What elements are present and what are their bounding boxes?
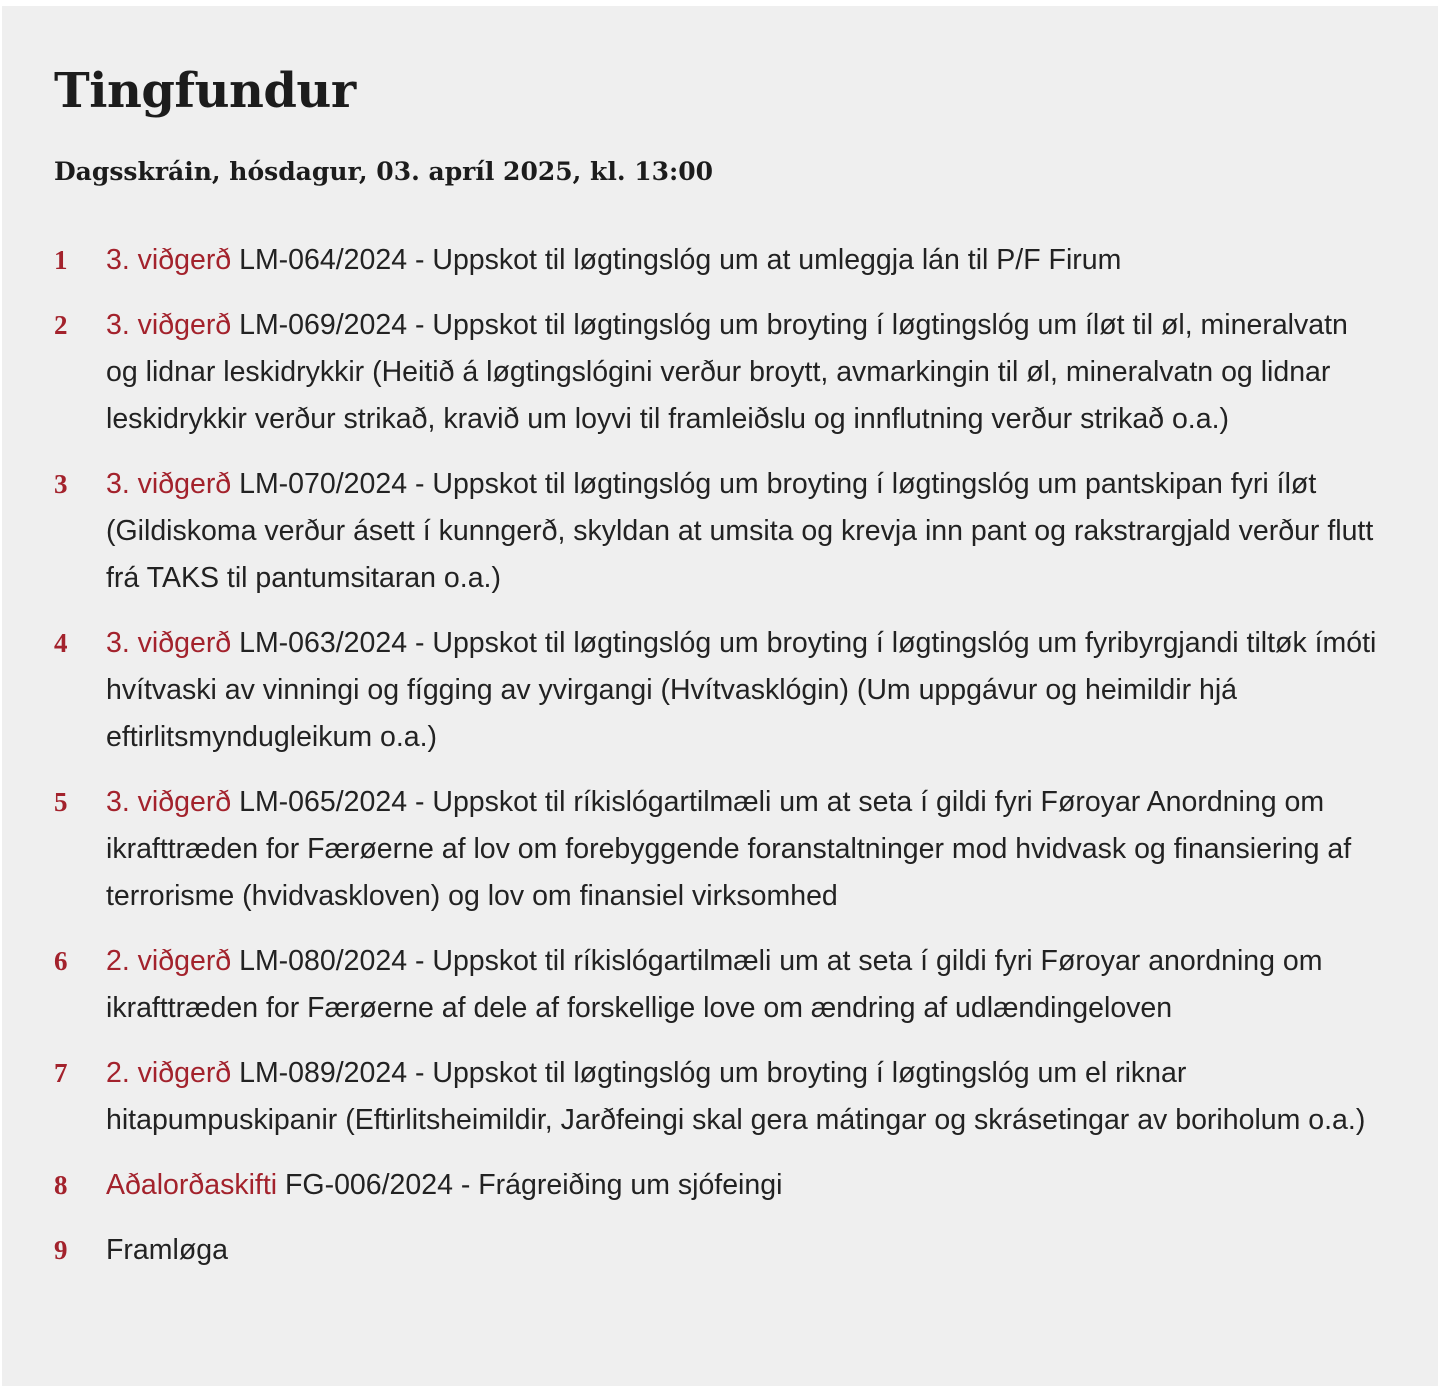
agenda-item-text: LM-089/2024 - Uppskot til løgtingslóg um broyting í løgtingslóg um el riknar hitapumpuskipanir (Eftirlitsheimildir, Jarðfeingi skal gera mátingar og skrásetingar av boriholum o.a.) bbox=[106, 1057, 1366, 1136]
agenda-item bbox=[2, 779, 1438, 920]
agenda-item bbox=[2, 620, 1438, 761]
agenda-item-text: LM-070/2024 - Uppskot til løgtingslóg um broyting í løgtingslóg um pantskipan fyri íløt (Gildiskoma verður ásett í kunngerð, skyldan at umsita og krevja inn pant og rakstrargjald verður flutt frá TAKS til pantumsitaran o.a.) bbox=[106, 468, 1374, 594]
reading-stage-link[interactable]: 3. viðgerð bbox=[106, 309, 232, 341]
agenda-item-text: LM-080/2024 - Uppskot til ríkislógartilmæli um at seta í gildi fyri Føroyar anordning om ikrafttræden for Færøerne af dele af forskellige love om ændring af udlændingeloven bbox=[106, 945, 1323, 1024]
agenda-item bbox=[2, 938, 1438, 1032]
agenda-item bbox=[2, 1227, 1438, 1274]
agenda-item-number: 7 bbox=[54, 1058, 68, 1088]
agenda-item bbox=[2, 302, 1438, 443]
agenda-item-number: 9 bbox=[54, 1235, 68, 1265]
agenda-item-number: 5 bbox=[54, 787, 68, 817]
reading-stage-link[interactable]: 2. viðgerð bbox=[106, 1057, 232, 1089]
agenda-list bbox=[2, 237, 1438, 1292]
page-title: Tingfundur bbox=[54, 63, 356, 119]
agenda-item-number: 6 bbox=[54, 946, 68, 976]
agenda-item bbox=[2, 1050, 1438, 1144]
agenda-item-text: Framløga bbox=[106, 1234, 228, 1266]
reading-stage-link[interactable]: 2. viðgerð bbox=[106, 945, 232, 977]
agenda-item bbox=[2, 237, 1438, 284]
agenda-item-number: 8 bbox=[54, 1170, 68, 1200]
agenda-item bbox=[2, 1162, 1438, 1209]
debate-stage-link[interactable]: Aðalorðaskifti bbox=[106, 1169, 278, 1201]
agenda-item-number: 4 bbox=[54, 628, 68, 658]
reading-stage-link[interactable]: 3. viðgerð bbox=[106, 627, 232, 659]
agenda-item-text: LM-064/2024 - Uppskot til løgtingslóg um at umleggja lán til P/F Firum bbox=[231, 244, 1122, 276]
reading-stage-link[interactable]: 3. viðgerð bbox=[106, 244, 232, 276]
agenda-item-text: LM-069/2024 - Uppskot til løgtingslóg um broyting í løgtingslóg um íløt til øl, mineralvatn og lidnar leskidrykkir (Heitið á løgtingslógini verður broytt, avmarkingin til øl, mineralvatn og lidnar leskidrykkir verður strikað, kravið um loyvi til framleiðslu og innflutning verður strikað o.a.) bbox=[106, 309, 1348, 435]
agenda-item-text: LM-063/2024 - Uppskot til løgtingslóg um broyting í løgtingslóg um fyribyrgjandi tiltøk ímóti hvítvaski av vinningi og fígging av yvirgangi (Hvítvasklógin) (Um uppgávur og heimildir hjá eftirlitsmyndugleikum o.a.) bbox=[106, 627, 1377, 753]
agenda-item bbox=[2, 461, 1438, 602]
agenda-date-subtitle: Dagsskráin, hósdagur, 03. apríl 2025, kl. 13:00 bbox=[54, 157, 714, 186]
agenda-item-text: FG-006/2024 - Frágreiðing um sjófeingi bbox=[277, 1169, 783, 1201]
agenda-item-text: LM-065/2024 - Uppskot til ríkislógartilmæli um at seta í gildi fyri Føroyar Anordning om ikrafttræden for Færøerne af lov om forebyggende foranstaltninger mod hvidvask og finansiering af terrorisme (hvidvaskloven) og lov om finansiel virksomhed bbox=[106, 786, 1352, 912]
agenda-item-number: 3 bbox=[54, 469, 68, 499]
reading-stage-link[interactable]: 3. viðgerð bbox=[106, 786, 232, 818]
agenda-item-number: 1 bbox=[54, 245, 68, 275]
reading-stage-link[interactable]: 3. viðgerð bbox=[106, 468, 232, 500]
agenda-item-number: 2 bbox=[54, 310, 68, 340]
agenda-card bbox=[2, 6, 1438, 1386]
